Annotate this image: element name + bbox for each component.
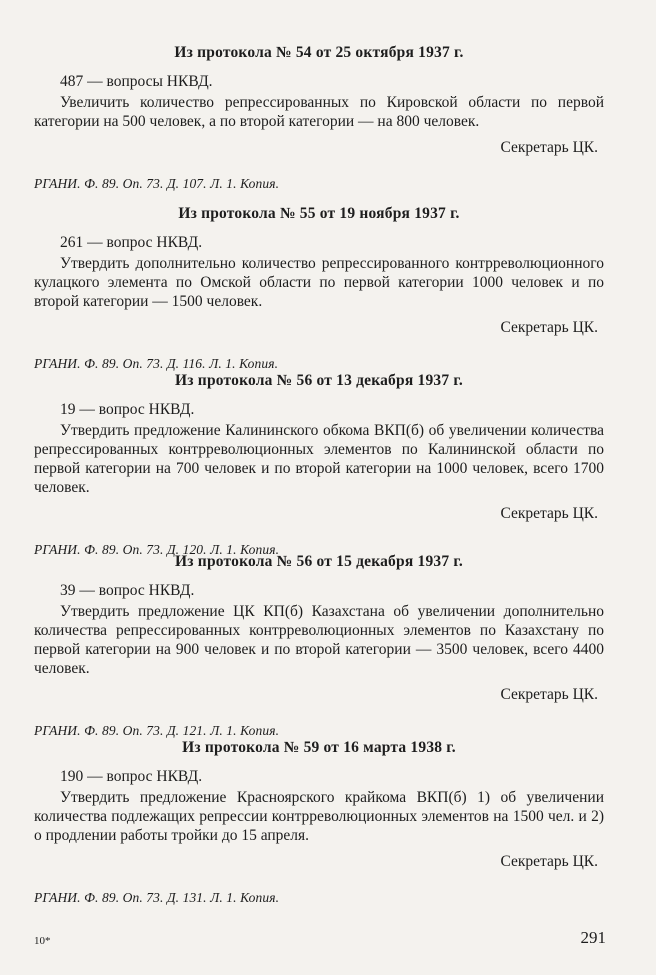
source-reference: РГАНИ. Ф. 89. Оп. 73. Д. 107. Л. 1. Копия. [34, 176, 280, 191]
source-reference: РГАНИ. Ф. 89. Оп. 73. Д. 116. Л. 1. Копия. [34, 356, 279, 371]
protocol-title: Из протокола № 56 от 15 декабря 1937 г. [175, 553, 463, 570]
protocol-entry [34, 372, 604, 558]
protocol-title: Из протокола № 55 от 19 ноября 1937 г. [178, 205, 460, 222]
protocol-title: Из протокола № 54 от 25 октября 1937 г. [174, 44, 464, 61]
source-reference: РГАНИ. Ф. 89. Оп. 73. Д. 121. Л. 1. Копия. [34, 723, 280, 738]
page-number: 291 [580, 928, 606, 947]
signature-mark: 10* [34, 935, 51, 947]
signature: Секретарь ЦК. [500, 853, 598, 870]
agenda-item: 487 — вопросы НКВД. [60, 73, 213, 90]
agenda-item: 19 — вопрос НКВД. [60, 401, 195, 418]
protocol-entry [34, 44, 604, 192]
signature: Секретарь ЦК. [500, 139, 598, 156]
agenda-item: 190 — вопрос НКВД. [60, 768, 203, 785]
source-reference: РГАНИ. Ф. 89. Оп. 73. Д. 131. Л. 1. Копия. [34, 890, 280, 905]
resolution-text: Утвердить предложение ЦК КП(б) Казахстана об увеличении дополнительно количества репрессированных контрреволюционных элементов по Казахстану по первой категории на 900 человек и по второй категории — 3500 человек, всего 4400 человек. [34, 603, 604, 677]
protocol-entry [34, 739, 604, 906]
signature: Секретарь ЦК. [500, 505, 598, 522]
agenda-item: 39 — вопрос НКВД. [60, 582, 195, 599]
resolution-text: Утвердить предложение Красноярского крайкома ВКП(б) 1) об увеличении количества подлежащих репрессии контрреволюционных элементов на 1500 чел. и 2) о продлении работы тройки до 15 апреля. [34, 789, 604, 844]
signature: Секретарь ЦК. [500, 686, 598, 703]
protocol-title: Из протокола № 56 от 13 декабря 1937 г. [175, 372, 463, 389]
resolution-text: Утвердить дополнительно количество репрессированного контрреволюционного кулацкого элемента по Омской области по первой категории 1000 человек и по второй категории — 1500 человек. [34, 255, 604, 310]
signature: Секретарь ЦК. [500, 319, 598, 336]
source-reference: РГАНИ. Ф. 89. Оп. 73. Д. 120. Л. 1. Копия. [34, 542, 280, 557]
protocol-entry [34, 553, 604, 739]
agenda-item: 261 — вопрос НКВД. [60, 234, 203, 251]
resolution-text: Увеличить количество репрессированных по Кировской области по первой категории на 500 человек, а по второй категории — на 800 человек. [34, 94, 604, 130]
protocol-entry [34, 205, 604, 372]
protocol-title: Из протокола № 59 от 16 марта 1938 г. [182, 739, 456, 756]
resolution-text: Утвердить предложение Калининского обкома ВКП(б) об увеличении количества репрессированных контрреволюционных элементов по Калининской области по первой категории на 700 человек и по второй категории на 1000 человек, всего 1700 человек. [34, 422, 604, 496]
